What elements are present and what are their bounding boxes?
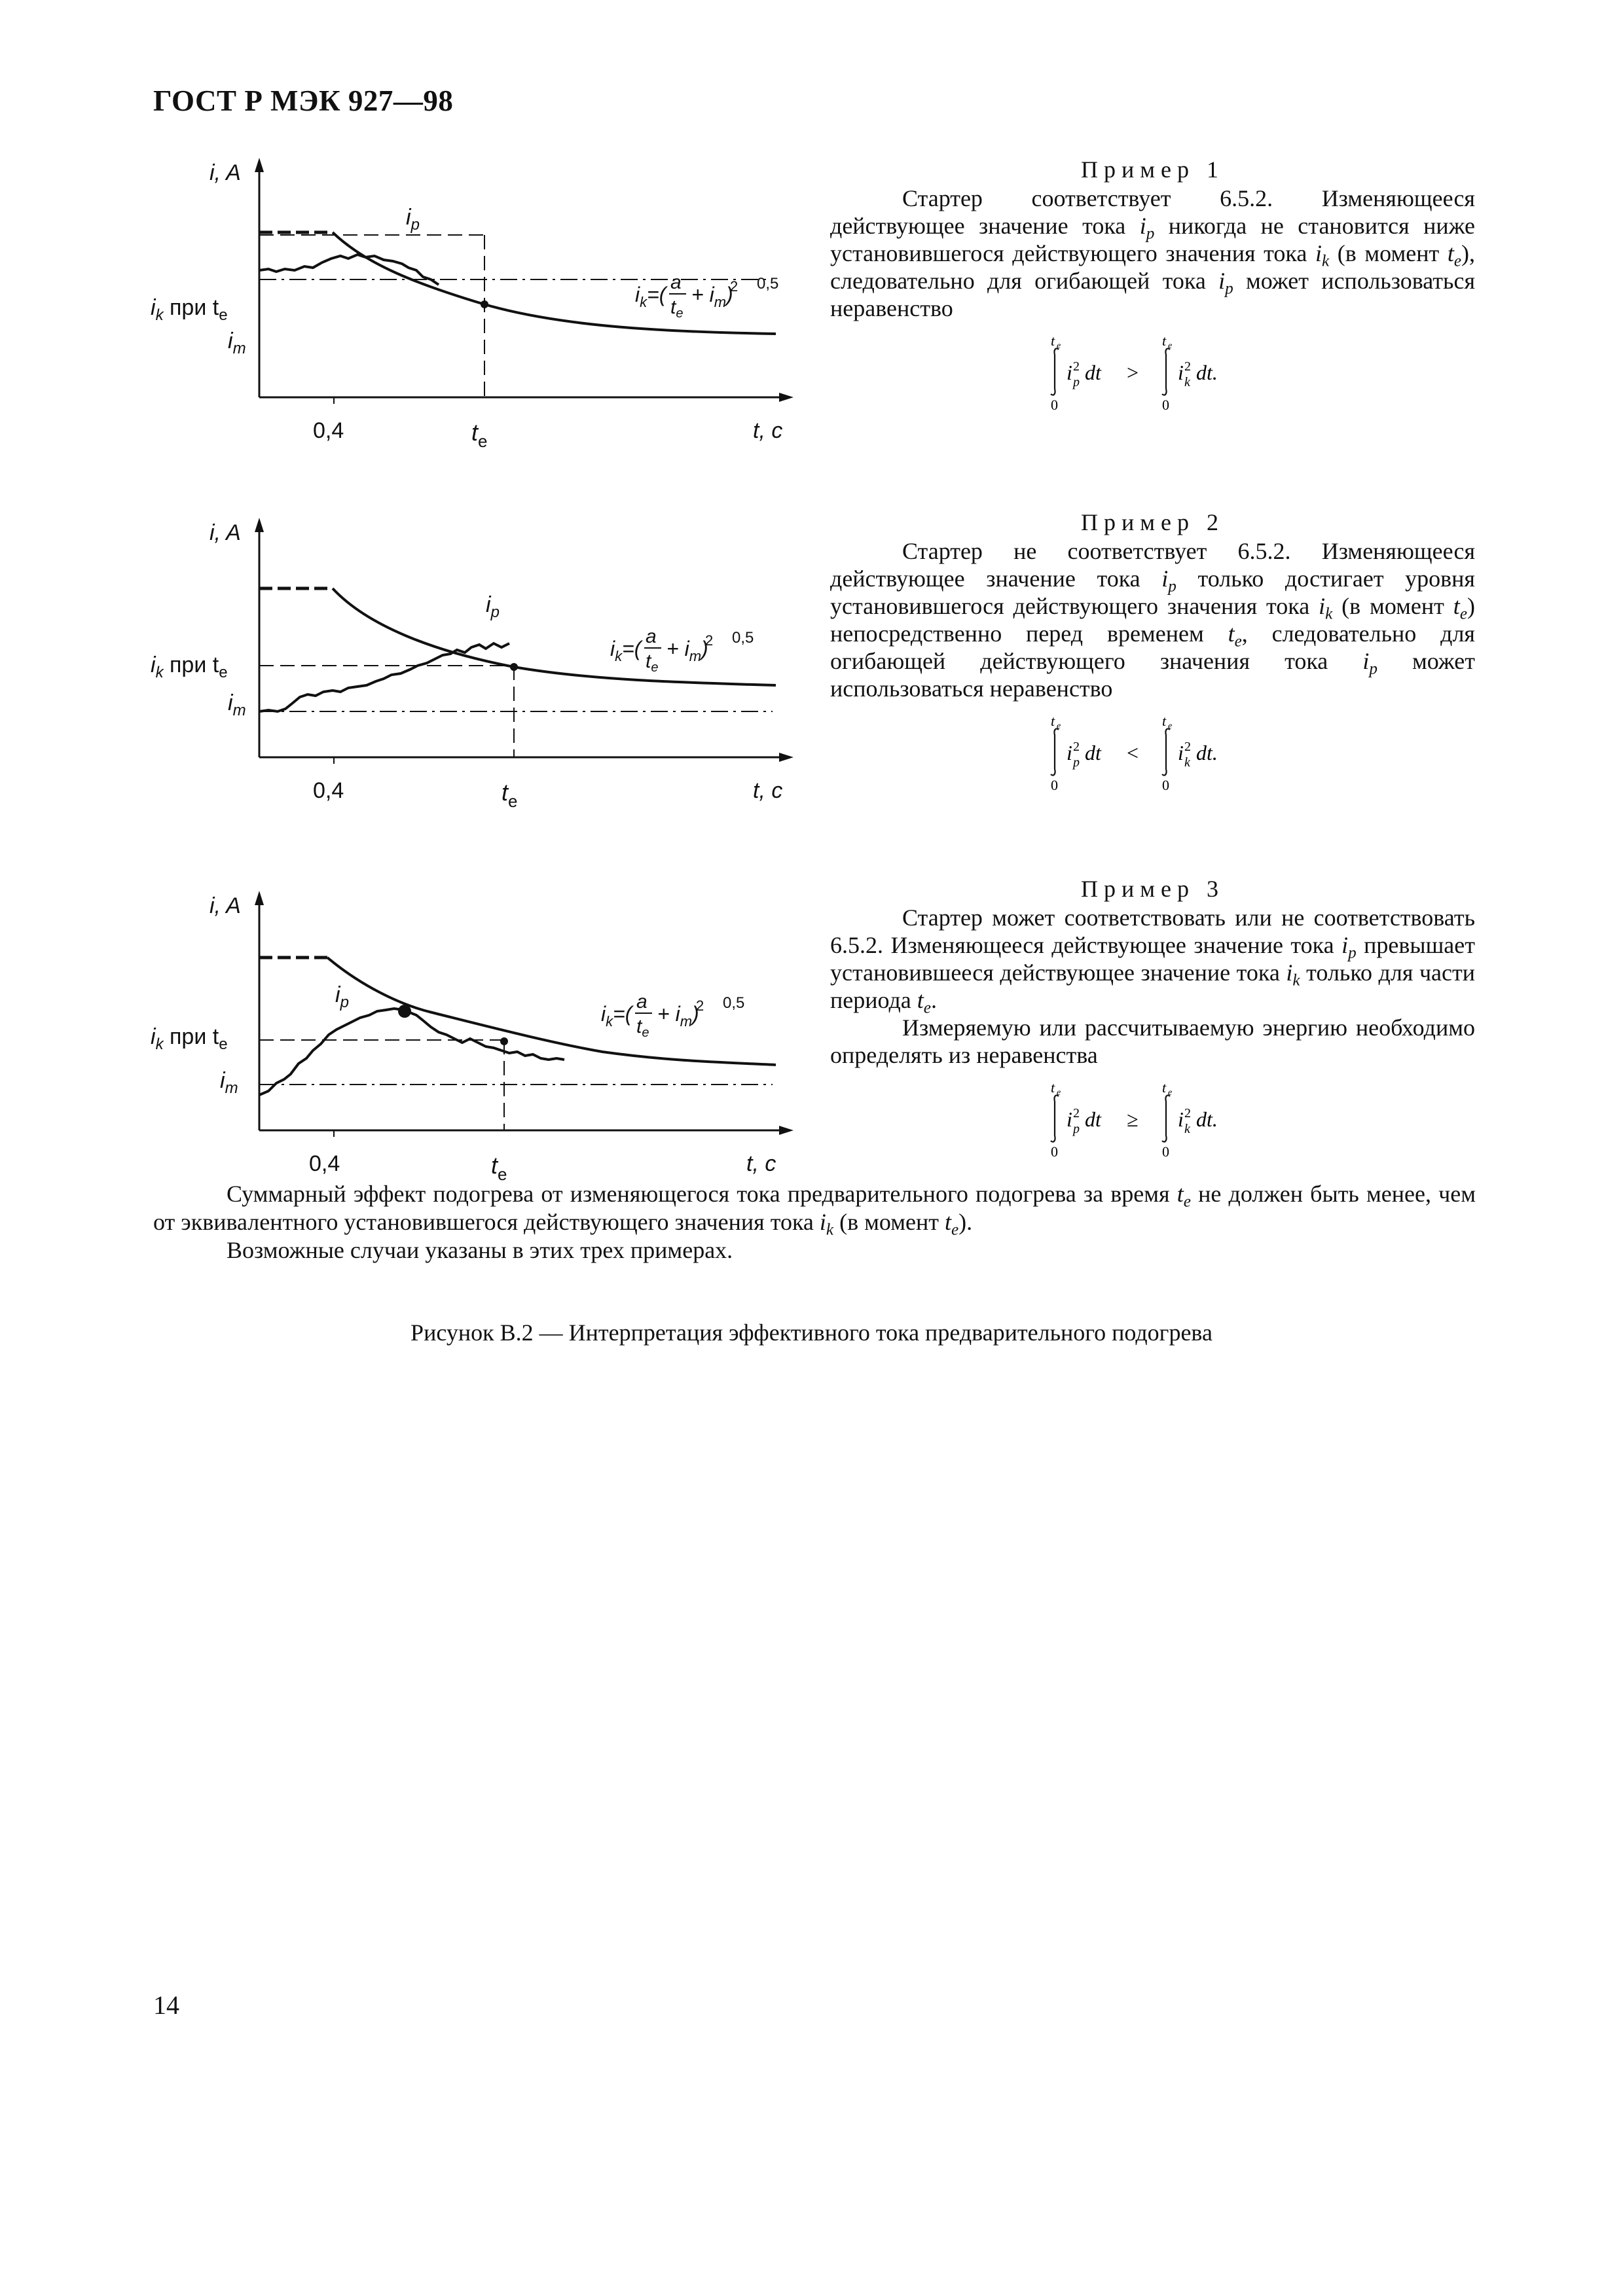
svg-text:ik при te: $i_k$ при $t_e$ bbox=[151, 295, 228, 324]
graph-example-3 bbox=[144, 887, 825, 1227]
svg-text:ik=(: $i_k=$( bbox=[610, 637, 642, 664]
example-3-text-2: Измеряемую или рассчитываемую энергию необходимо определять из неравенства bbox=[830, 1014, 1475, 1068]
svg-text:te: $t_e$ bbox=[670, 296, 684, 321]
svg-text:0,5: 0,5 bbox=[723, 994, 745, 1012]
dt-left: dt bbox=[1084, 741, 1101, 764]
svg-text:im: $i_m$ bbox=[228, 329, 246, 357]
integrand-left-sub: p bbox=[1072, 375, 1080, 389]
figure-caption: Рисунок В.2 — Интерпретация эффективного тока предварительного подогрева bbox=[410, 1319, 1213, 1346]
example-3-text: Стартер может соответствовать или не соответствовать 6.5.2. Изменяющееся действующее значение тока $i_p$ превышает установившееся действующее значение тока $i_k$ только для части периода $t_e$. bbox=[830, 905, 1475, 1017]
svg-text:2: 2 bbox=[705, 632, 714, 649]
example-1 bbox=[830, 156, 1475, 411]
example-3-inequality bbox=[1035, 1079, 1271, 1158]
lower-limit-left: 0 bbox=[1050, 397, 1058, 411]
graph-example-1 bbox=[144, 154, 825, 494]
example-1-text: Стартер соответствует 6.5.2. Изменяющееся действующее значение тока $i_p$ никогда не становится ниже установившегося действующего значения тока $i_k$ (в момент $t_e$), следовательно для огибающей тока $i_p$ может использоваться неравенство bbox=[830, 185, 1476, 321]
svg-text:im: $i_m$ bbox=[228, 691, 246, 719]
lower-limit-left: 0 bbox=[1050, 1143, 1058, 1158]
svg-text:te: $t_e$ bbox=[501, 779, 518, 811]
example-2-text: Стартер не соответствует 6.5.2. Изменяющееся действующее значение тока $i_p$ только достигает уровня установившегося действующего значения тока $i_k$ (в момент $t_e$) непосредственно перед временем $t_e$, следовательно для огибающей действующего значения тока $i_p$ может использоваться неравенство bbox=[830, 538, 1475, 702]
svg-text:a: a bbox=[646, 626, 657, 647]
summary-paragraph-2: Возможные случаи указаны в этих трех примерах. bbox=[227, 1237, 733, 1263]
svg-text:im: $i_m$ bbox=[220, 1068, 238, 1097]
upper-limit-right-sub: e bbox=[1167, 721, 1172, 731]
lower-limit-left: 0 bbox=[1050, 777, 1058, 791]
upper-limit-right: t bbox=[1161, 1079, 1166, 1096]
example-2-title: Пример 2 bbox=[1080, 509, 1225, 535]
svg-text:ik при te: $i_k$ при $t_e$ bbox=[151, 653, 228, 681]
svg-text:+ im): + $i_m$) bbox=[666, 637, 708, 664]
svg-text:0,4: 0,4 bbox=[313, 778, 344, 803]
integrand-right: i bbox=[1177, 1107, 1184, 1131]
summary-paragraph: Суммарный эффект подогрева от изменяющегося тока предварительного подогрева за время $t_e$ не должен быть менее, чем от эквивалентного установившегося действующего значения тока $i_k$ (в момент $t_e$). bbox=[153, 1181, 1476, 1239]
integrand-left-sub: p bbox=[1072, 1122, 1080, 1136]
upper-limit-right: t bbox=[1161, 713, 1166, 729]
upper-limit-left-sub: e bbox=[1056, 721, 1061, 731]
example-1-inequality bbox=[1035, 332, 1271, 411]
svg-text:ik=(: $i_k=$( bbox=[635, 283, 666, 310]
integrand-right-sup: 2 bbox=[1184, 1106, 1191, 1121]
upper-limit-right: t bbox=[1161, 332, 1166, 349]
integrand-right-sub: k bbox=[1184, 755, 1190, 770]
integrand-left: i bbox=[1066, 741, 1072, 764]
integrand-left: i bbox=[1066, 1107, 1072, 1131]
integral-sign-left bbox=[1051, 348, 1059, 395]
upper-limit-right-sub: e bbox=[1167, 1088, 1172, 1098]
dt-right: dt. bbox=[1195, 741, 1218, 764]
svg-text:ip: $i_p$ bbox=[406, 205, 420, 234]
lower-limit-right: 0 bbox=[1161, 397, 1169, 411]
svg-text:i, A: i, A bbox=[210, 160, 241, 185]
upper-limit-left: t bbox=[1050, 332, 1055, 349]
upper-limit-left-sub: e bbox=[1056, 1088, 1061, 1098]
integrand-left-sup: 2 bbox=[1072, 1106, 1080, 1121]
integrand-left-sub: p bbox=[1072, 755, 1080, 770]
svg-text:a: a bbox=[636, 991, 647, 1013]
inequality-relation: > bbox=[1126, 361, 1139, 384]
integrand-right-sub: k bbox=[1184, 1122, 1190, 1136]
integral-sign-right bbox=[1162, 728, 1170, 775]
svg-text:i, A: i, A bbox=[210, 520, 241, 545]
document-header: ГОСТ Р МЭК 927—98 bbox=[153, 84, 454, 117]
example-2-inequality bbox=[1035, 713, 1271, 791]
svg-text:+ im): + $i_m$) bbox=[657, 1002, 699, 1030]
graph-example-2 bbox=[144, 514, 825, 854]
integrand-right-sup: 2 bbox=[1184, 359, 1191, 374]
integral-sign-right bbox=[1162, 1095, 1170, 1141]
inequality-relation: < bbox=[1126, 741, 1139, 764]
integrand-right-sup: 2 bbox=[1184, 740, 1191, 754]
lower-limit-right: 0 bbox=[1161, 777, 1169, 791]
svg-text:te: $t_e$ bbox=[646, 651, 659, 675]
svg-text:ik при te: $i_k$ при $t_e$ bbox=[151, 1024, 228, 1053]
svg-text:0,5: 0,5 bbox=[732, 629, 754, 647]
svg-text:te: $t_e$ bbox=[471, 419, 488, 451]
dt-right: dt. bbox=[1195, 361, 1218, 384]
inequality-relation: ≥ bbox=[1126, 1107, 1139, 1131]
upper-limit-left: t bbox=[1050, 1079, 1055, 1096]
integral-sign-left bbox=[1051, 728, 1059, 775]
svg-text:i, A: i, A bbox=[210, 893, 241, 918]
dt-left: dt bbox=[1084, 361, 1101, 384]
svg-text:t, c: t, c bbox=[753, 778, 783, 803]
svg-text:0,4: 0,4 bbox=[313, 418, 344, 443]
example-2 bbox=[830, 509, 1475, 791]
integrand-left-sup: 2 bbox=[1072, 740, 1080, 754]
svg-text:0,5: 0,5 bbox=[757, 275, 779, 293]
integrand-left: i bbox=[1066, 361, 1072, 384]
svg-text:0,4: 0,4 bbox=[309, 1151, 340, 1176]
svg-text:ip: $i_p$ bbox=[335, 982, 349, 1011]
example-3-title: Пример 3 bbox=[1080, 876, 1225, 902]
page-number: 14 bbox=[153, 1990, 179, 2020]
example-1-title: Пример 1 bbox=[1080, 156, 1225, 183]
dt-left: dt bbox=[1084, 1107, 1101, 1131]
summary bbox=[153, 1180, 1476, 1265]
upper-limit-left-sub: e bbox=[1056, 341, 1061, 351]
example-3 bbox=[830, 875, 1475, 1158]
upper-limit-left: t bbox=[1050, 713, 1055, 729]
svg-text:2: 2 bbox=[730, 278, 739, 295]
svg-text:ik=(: $i_k=$( bbox=[601, 1002, 632, 1030]
integrand-right: i bbox=[1177, 741, 1184, 764]
svg-text:+ im): + $i_m$) bbox=[691, 283, 733, 310]
svg-text:te: $t_e$ bbox=[636, 1016, 649, 1040]
svg-text:2: 2 bbox=[696, 997, 704, 1014]
svg-text:t, c: t, c bbox=[753, 418, 783, 443]
integral-sign-right bbox=[1162, 348, 1170, 395]
svg-text:ip: $i_p$ bbox=[486, 592, 500, 621]
svg-text:t, c: t, c bbox=[746, 1151, 776, 1176]
dt-right: dt. bbox=[1195, 1107, 1218, 1131]
integrand-right: i bbox=[1177, 361, 1184, 384]
upper-limit-right-sub: e bbox=[1167, 341, 1172, 351]
svg-text:te: $t_e$ bbox=[491, 1152, 507, 1184]
integrand-left-sup: 2 bbox=[1072, 359, 1080, 374]
lower-limit-right: 0 bbox=[1161, 1143, 1169, 1158]
integrand-right-sub: k bbox=[1184, 375, 1190, 389]
integral-sign-left bbox=[1051, 1095, 1059, 1141]
svg-text:a: a bbox=[670, 272, 682, 293]
